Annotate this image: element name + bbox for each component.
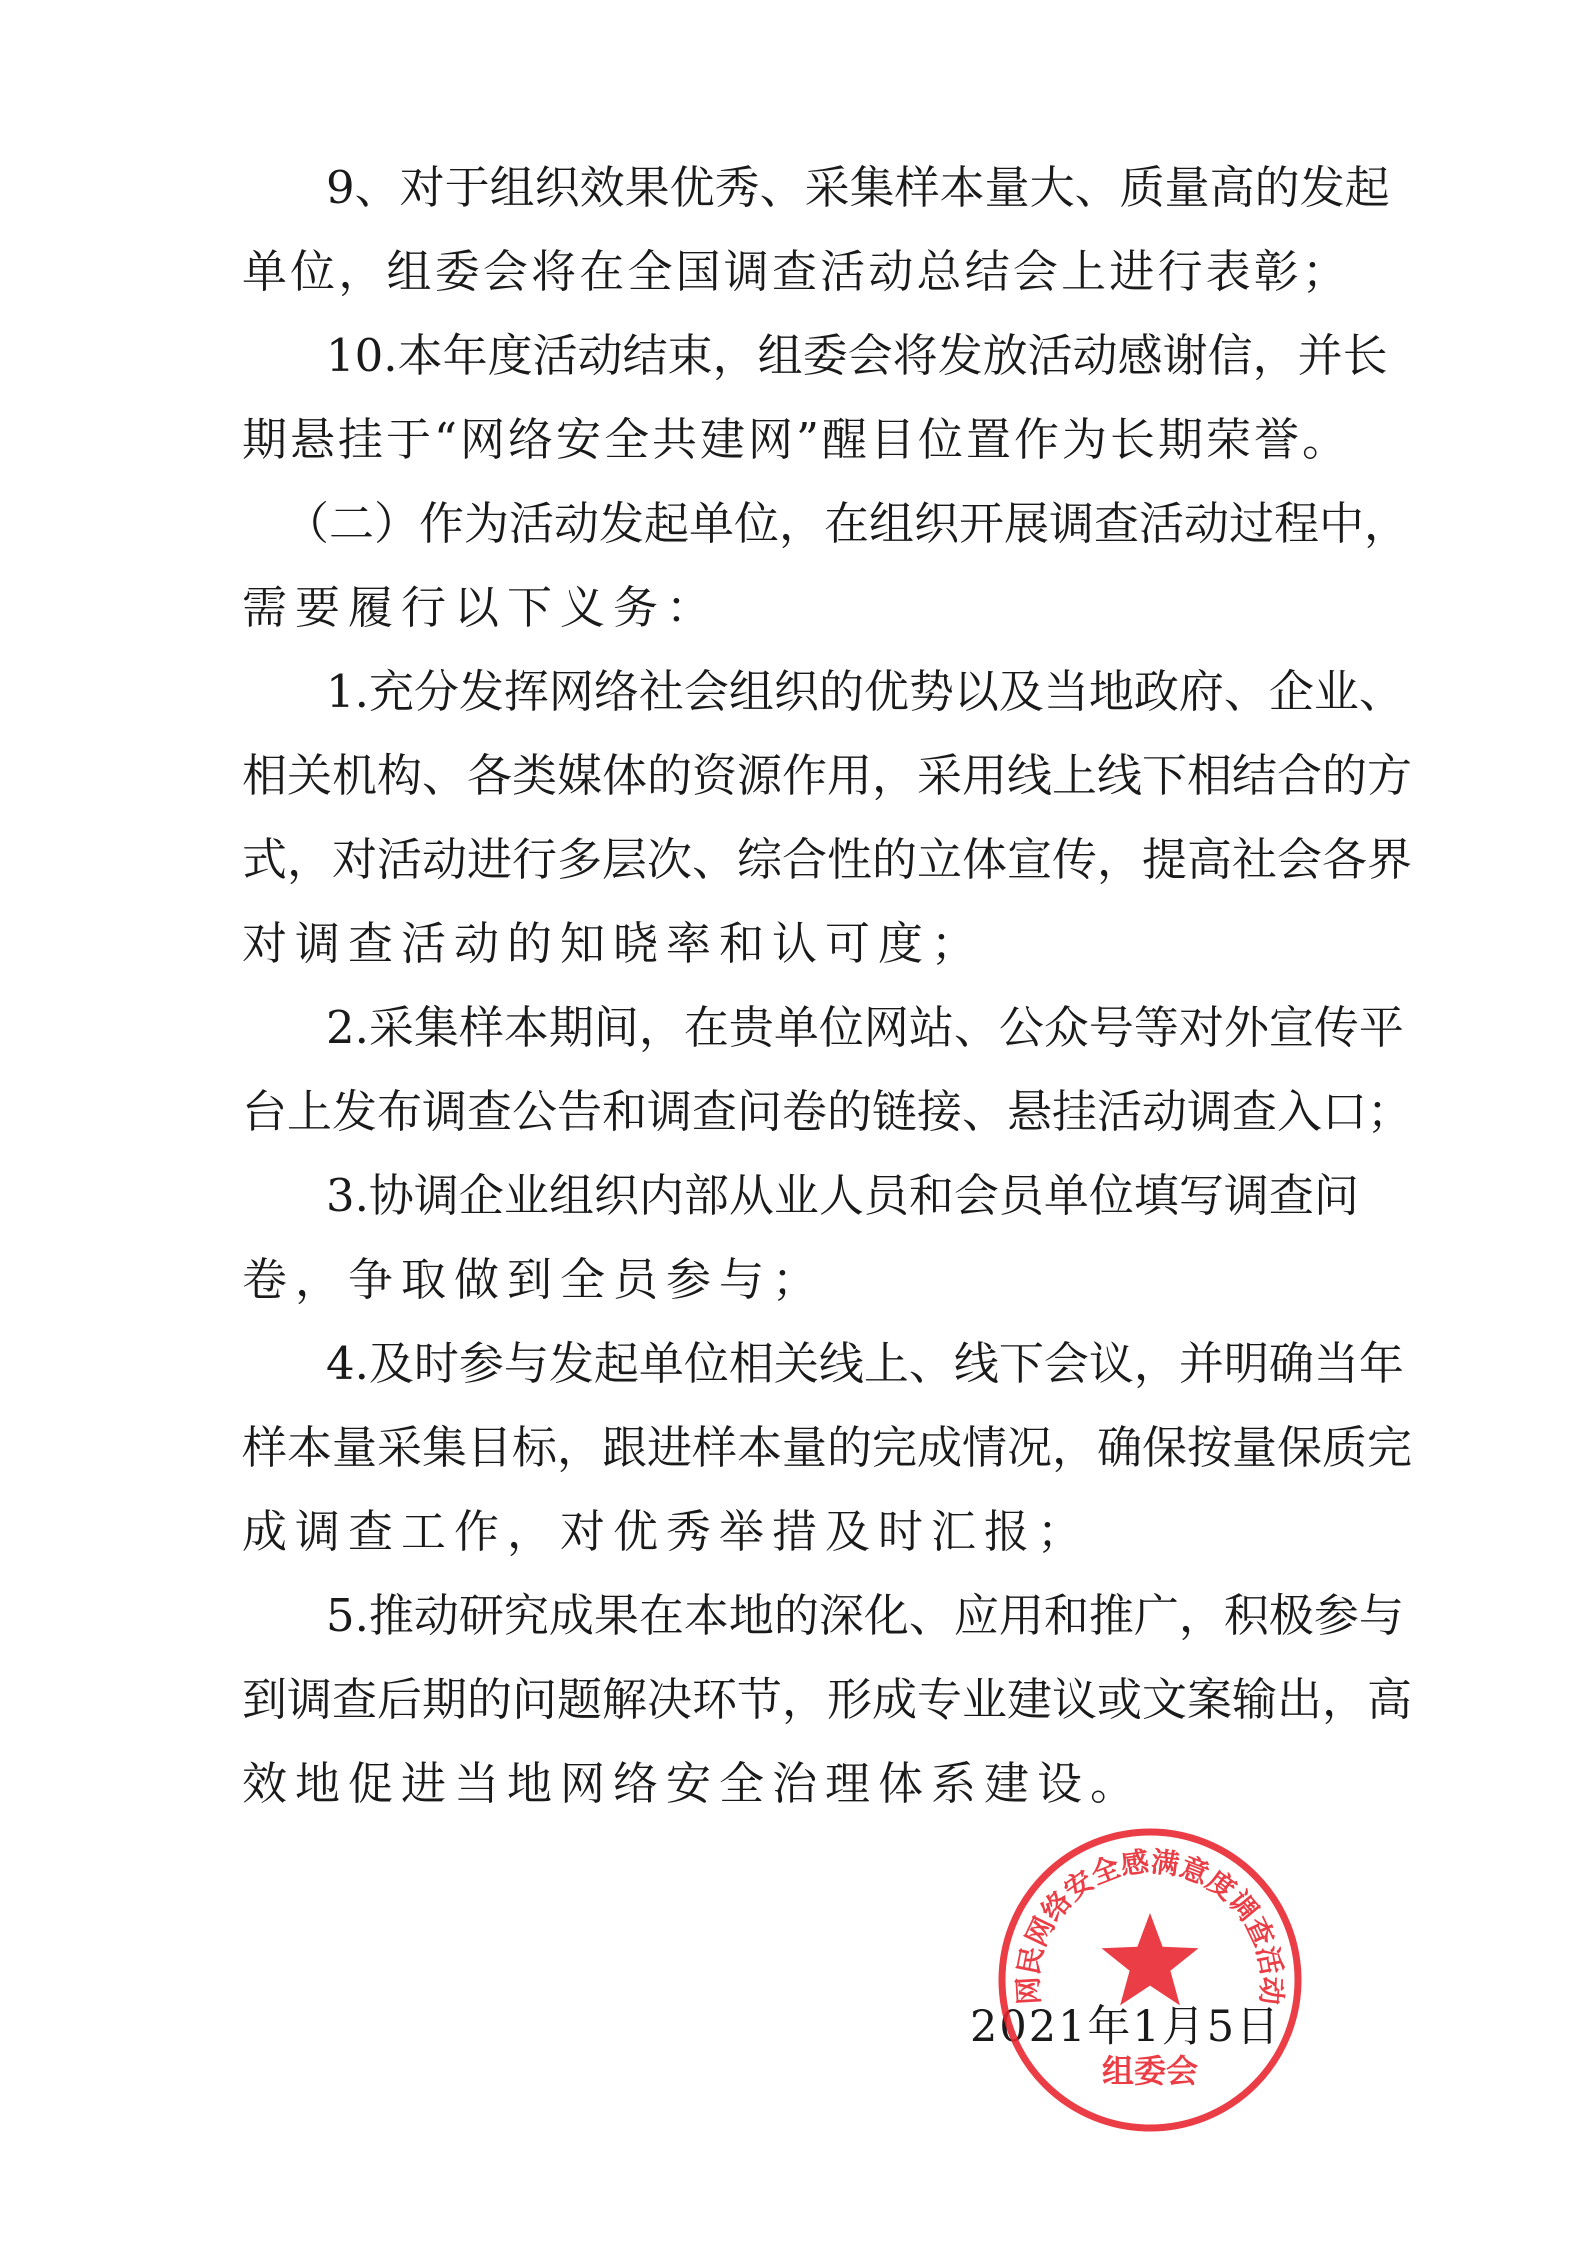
item-1-line-4: 对调查活动的知晓率和认可度； [242, 917, 985, 970]
item-2-line-1: 2.采集样本期间，在贵单位网站、公众号等对外宣传平 [326, 1001, 1404, 1054]
paragraph-10-line-1: 10.本年度活动结束，组委会将发放活动感谢信，并长 [326, 329, 1388, 382]
item-5-line-2: 到调查后期的问题解决环节，形成专业建议或文案输出，高 [242, 1673, 1413, 1726]
item-4-line-1: 4.及时参与发起单位相关线上、线下会议，并明确当年 [326, 1337, 1404, 1390]
paragraph-9-line-2: 单位，组委会将在全国调查活动总结会上进行表彰； [242, 245, 1347, 298]
item-5-line-1: 5.推动研究成果在本地的深化、应用和推广，积极参与 [326, 1589, 1404, 1642]
seal-star-icon [1102, 1913, 1199, 2005]
item-1-line-1: 1.充分发挥网络社会组织的优势以及当地政府、企业、 [326, 665, 1404, 718]
paragraph-10-line-2: 期悬挂于“网络安全共建网”醒目位置作为长期荣誉。 [242, 413, 1347, 466]
item-3-line-2: 卷，争取做到全员参与； [242, 1253, 826, 1306]
item-4-line-2: 样本量采集目标，跟进样本量的完成情况，确保按量保质完 [242, 1421, 1413, 1474]
seal-bottom-text: 组委会 [1101, 2052, 1199, 2090]
item-3-line-1: 3.协调企业组织内部从业人员和会员单位填写调查问 [326, 1169, 1359, 1222]
item-2-line-2: 台上发布调查公告和调查问卷的链接、悬挂活动调查入口； [242, 1085, 1413, 1138]
section-2-heading-line-2: 需要履行以下义务： [242, 581, 720, 634]
item-4-line-3: 成调查工作，对优秀举措及时汇报； [242, 1505, 1091, 1558]
paragraph-9-line-1: 9、对于组织效果优秀、采集样本量大、质量高的发起 [326, 161, 1390, 214]
item-1-line-2: 相关机构、各类媒体的资源作用，采用线上线下相结合的方 [242, 749, 1413, 802]
section-2-heading-line-1: （二）作为活动发起单位，在组织开展调查活动过程中， [284, 497, 1410, 550]
seal-ring-text: 网民网络安全感满意度调查活动 [1011, 1845, 1289, 2006]
item-5-line-3: 效地促进当地网络安全治理体系建设。 [242, 1757, 1144, 1810]
item-1-line-3: 式，对活动进行多层次、综合性的立体宣传，提高社会各界 [242, 833, 1413, 886]
document-date: 2021年1月5日 [970, 2002, 1282, 2052]
official-seal-stamp [990, 1820, 1310, 2140]
